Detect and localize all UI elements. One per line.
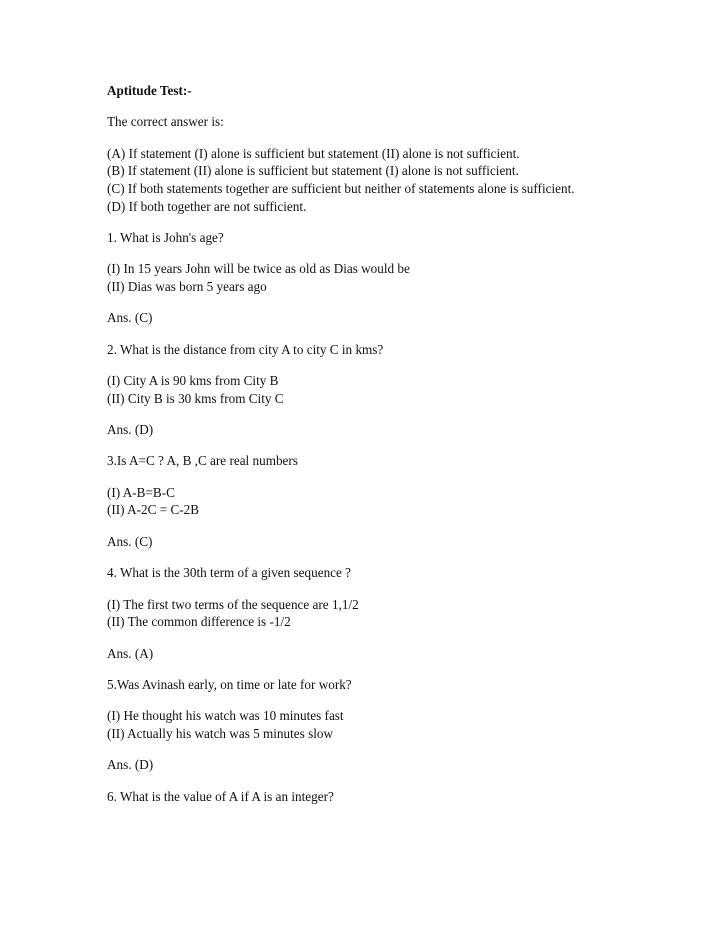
intro-text: The correct answer is: [107,114,224,130]
spacer [107,774,697,788]
question-3-statement-1: (I) A-B=B-C [107,484,175,500]
question-2: 2. What is the distance from city A to city C in kms? [107,341,384,357]
spacer [107,407,697,421]
spacer [107,439,697,453]
question-3: 3.Is A=C ? A, B ,C are real numbers [107,453,298,469]
question-3-statement-2: (II) A-2C = C-2B [107,502,200,518]
question-2-statement-2: (II) City B is 30 kms from City C [107,390,284,406]
answer-option-b: (B) If statement (II) alone is sufficient but statement (I) alone is not sufficient. [107,163,519,179]
spacer [107,694,697,708]
document-content [107,82,697,805]
question-5-statement-2: (II) Actually his watch was 5 minutes slow [107,726,333,741]
spacer [107,662,697,676]
spacer [107,296,697,310]
spacer [107,550,697,564]
answer-option-a: (A) If statement (I) alone is sufficient but statement (II) alone is not sufficient. [107,145,520,161]
spacer [107,358,697,372]
question-1-answer: Ans. (C) [107,310,153,326]
question-4-statement-2: (II) The common difference is -1/2 [107,614,291,630]
spacer [107,247,697,261]
question-5-answer: Ans. (D) [107,757,154,773]
spacer [107,582,697,596]
question-4-answer: Ans. (A) [107,645,154,661]
question-5: 5.Was Avinash early, on time or late for work? [107,677,352,693]
spacer [107,470,697,484]
question-4-statement-1: (I) The first two terms of the sequence are 1,1/2 [107,596,359,612]
question-2-statement-1: (I) City A is 90 kms from City B [107,373,279,389]
spacer [107,215,697,229]
spacer [107,327,697,341]
spacer [107,100,697,114]
question-2-answer: Ans. (D) [107,422,154,438]
spacer [107,131,697,145]
page-title: Aptitude Test:- [107,83,192,98]
question-1: 1. What is John's age? [107,229,224,245]
question-5-statement-1: (I) He thought his watch was 10 minutes fast [107,708,344,724]
question-1-statement-1: (I) In 15 years John will be twice as old as Dias would be [107,261,410,277]
spacer [107,743,697,757]
answer-option-c: (C) If both statements together are sufficient but neither of statements alone is sufficient. [107,180,575,196]
answer-option-d: (D) If both together are not sufficient. [107,198,307,214]
question-6: 6. What is the value of A if A is an integer? [107,788,334,804]
spacer [107,631,697,645]
question-3-answer: Ans. (C) [107,533,153,549]
spacer [107,519,697,533]
question-4: 4. What is the 30th term of a given sequence ? [107,565,352,581]
question-1-statement-2: (II) Dias was born 5 years ago [107,278,267,294]
